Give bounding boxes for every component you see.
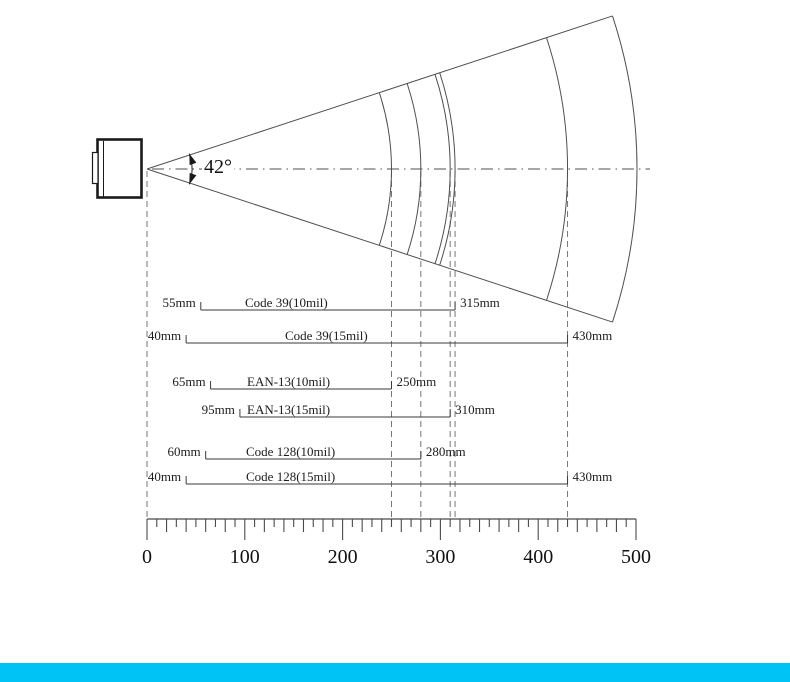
range-name-label: EAN-13(10mil) [247, 374, 331, 389]
range-min-label: 40mm [147, 469, 182, 484]
scanner-mount [93, 153, 99, 184]
ruler-tick-label: 500 [621, 546, 651, 568]
range-max-label: 315mm [460, 295, 500, 310]
range-min-label: 95mm [201, 402, 235, 417]
ruler-tick-label: 0 [142, 546, 152, 568]
range-min-label: 55mm [162, 295, 196, 310]
beam-angle-label: 42° [204, 156, 232, 178]
ruler-tick-label: 200 [327, 546, 358, 568]
range-name-label: Code 128(15mil) [246, 469, 336, 484]
range-max-label: 280mm [425, 444, 466, 459]
range-name-label: Code 39(15mil) [285, 328, 368, 343]
footer-accent-bar [0, 663, 790, 682]
range-name-label: Code 128(10mil) [246, 444, 336, 459]
range-max-label: 430mm [572, 469, 613, 484]
ruler-tick-label: 400 [523, 546, 554, 568]
range-min-label: 65mm [172, 374, 206, 389]
range-max-label: 250mm [396, 374, 437, 389]
range-max-label: 430mm [572, 328, 613, 343]
scanner-body [98, 140, 142, 198]
range-min-label: 60mm [167, 444, 201, 459]
range-min-label: 40mm [147, 328, 182, 343]
range-name-label: EAN-13(15mil) [247, 402, 331, 417]
ruler-tick-label: 100 [229, 546, 260, 568]
range-name-label: Code 39(10mil) [245, 295, 328, 310]
ruler-tick-label: 300 [425, 546, 456, 568]
range-max-label: 310mm [455, 402, 495, 417]
